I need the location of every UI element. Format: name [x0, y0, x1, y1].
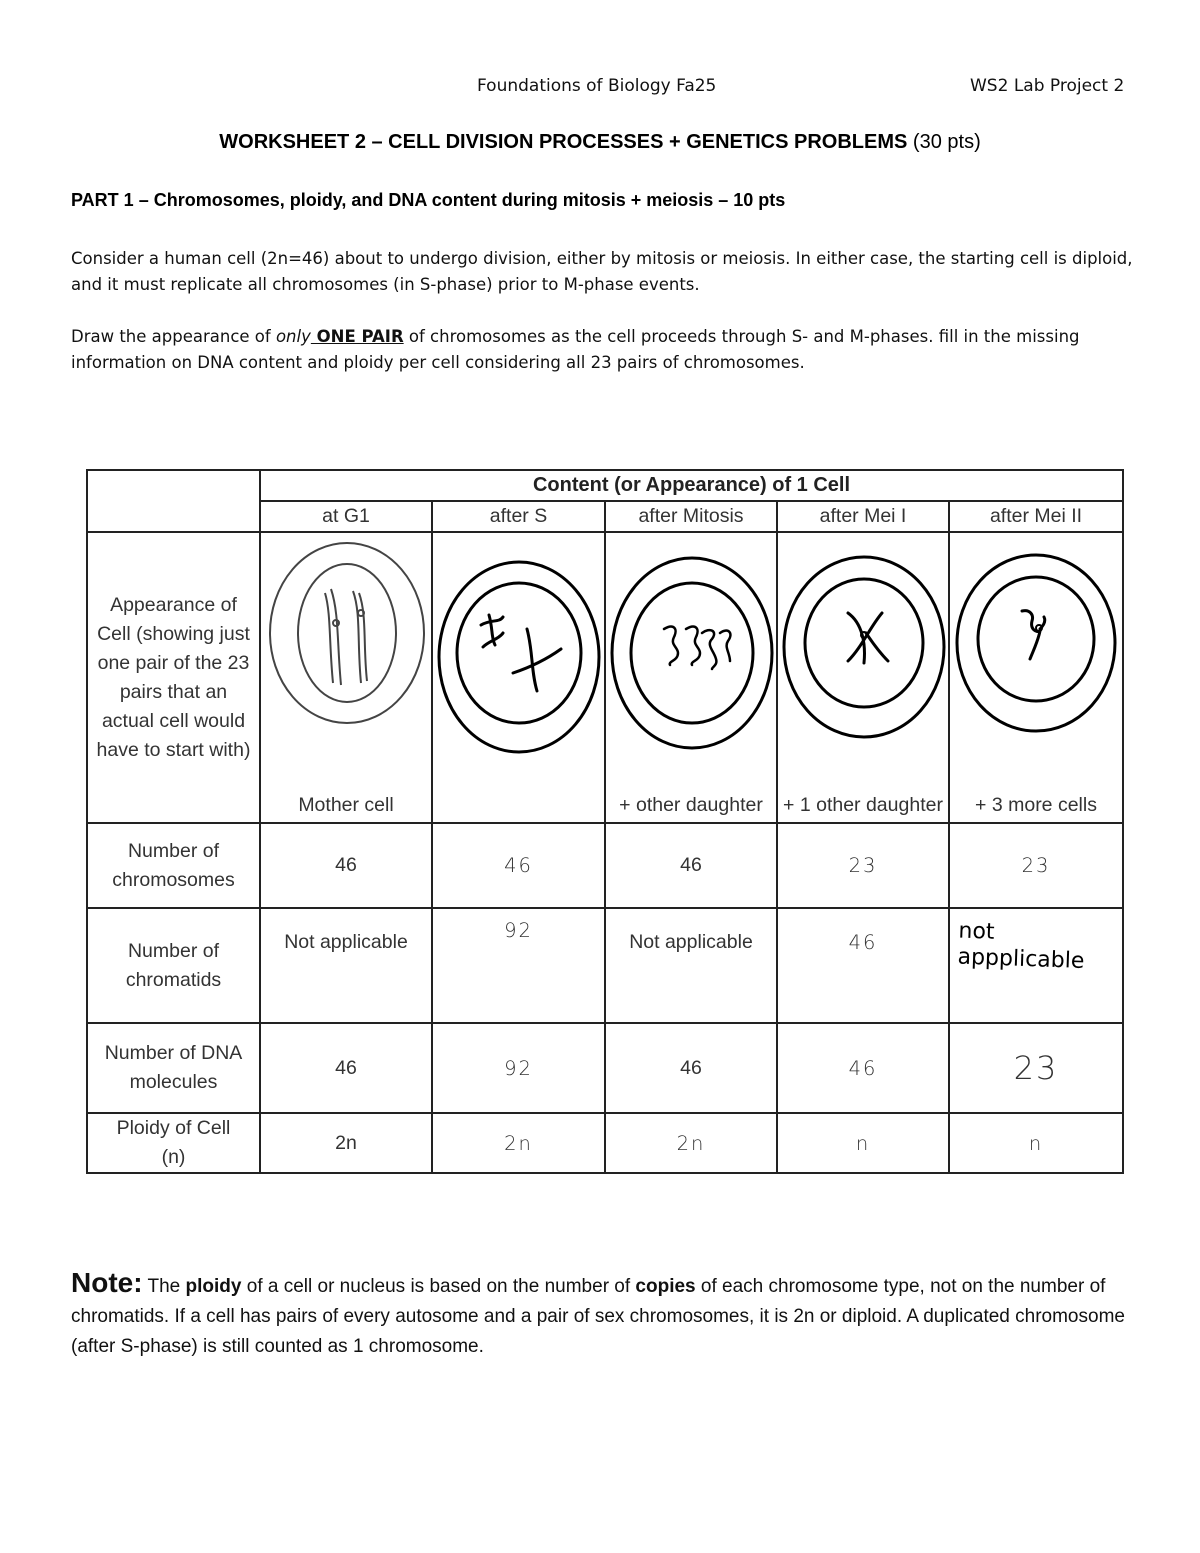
col-header-g1: at G1 [260, 501, 432, 532]
appearance-cell-after-mitosis [605, 532, 777, 823]
ploidy-after-mitosis: 2n [605, 1113, 777, 1173]
row-label-chromatids: Number of chromatids [87, 908, 260, 1023]
chromatids-after-mitosis: Not applicable [605, 908, 777, 1023]
cell-drawing-after-mei1 [778, 533, 950, 822]
ploidy-g1: 2n [260, 1113, 432, 1173]
note-ploidy: ploidy [185, 1276, 242, 1297]
title-points: (30 pts) [912, 131, 981, 153]
ploidy-after-mei1: n [777, 1113, 949, 1173]
para2-end: of chromosomes as the cell proceeds through S- and M-phases. fill in the missing information on DNA content and ploidy per cell considering all 23 pairs of chromosomes. [71, 327, 1080, 372]
caption-after-mei2: + 3 more cells [975, 794, 1097, 816]
appearance-cell-after-s [432, 532, 605, 823]
chromatids-g1: Not applicable [260, 908, 432, 1023]
note-label: Note: [71, 1267, 143, 1298]
appearance-cell-g1 [260, 532, 432, 823]
note-text-2: of a cell or nucleus is based on the number of [241, 1276, 636, 1297]
header-course: Foundations of Biology Fa25 [477, 76, 717, 96]
chromatids-after-mei1: 46 [777, 908, 949, 1023]
chromosomes-after-mitosis: 46 [605, 823, 777, 908]
chromosomes-after-mei2: 23 [949, 823, 1123, 908]
cell-drawing-after-s [433, 533, 606, 822]
chromosomes-after-mei1: 23 [777, 823, 949, 908]
appearance-cell-after-mei2 [949, 532, 1123, 823]
worksheet-title [0, 131, 1200, 154]
intro-paragraph-1: Consider a human cell (2n=46) about to undergo division, either by mitosis or meiosis. In either case, the starting cell is diploid, and it must replicate all chromosomes (in S-phase) prior to M-phase events. [71, 249, 1133, 294]
row-label-dna: Number of DNA molecules [87, 1023, 260, 1113]
row-label-appearance: Appearance of Cell (showing just one pair of the 23 pairs that an actual cell would have to start with) [87, 532, 260, 823]
row-label-ploidy: Ploidy of Cell (n) [87, 1113, 260, 1173]
col-header-after-mei2: after Mei II [949, 501, 1123, 532]
caption-after-mei1: + 1 other daughter [783, 794, 943, 816]
dna-after-s: 92 [432, 1023, 605, 1113]
part1-heading [71, 190, 785, 211]
dna-g1: 46 [260, 1023, 432, 1113]
note-text-3: of each chromosome type, not on the number of chromatids. If a cell has pairs of every autosome and a pair of sex chromosomes, it is 2n or diploid. A duplicated chromosome (after S-phase) is still counted as 1 chromosome. [71, 1276, 1125, 1357]
table-corner [87, 470, 260, 532]
chromosomes-g1: 46 [260, 823, 432, 908]
para2-start: Draw the appearance of [71, 327, 276, 346]
dna-after-mei1: 46 [777, 1023, 949, 1113]
caption-g1: Mother cell [298, 794, 394, 816]
para2-only: only [275, 327, 311, 346]
chromatids-after-s: 92 [432, 908, 605, 1023]
para2-one-pair: ONE PAIR [310, 327, 404, 346]
note-text-1: The [142, 1276, 186, 1297]
note-copies: copies [635, 1276, 696, 1297]
ploidy-after-s: 2n [432, 1113, 605, 1173]
note-paragraph [71, 1268, 1141, 1362]
appearance-cell-after-mei1 [777, 532, 949, 823]
col-header-after-mei1: after Mei I [777, 501, 949, 532]
dna-after-mei2: 23 [949, 1023, 1123, 1113]
chromatids-after-mei2: not appplicable [957, 918, 1085, 974]
cell-division-table [86, 469, 1124, 1174]
cell-drawing-after-mei2 [950, 533, 1124, 822]
title-main: WORKSHEET 2 – CELL DIVISION PROCESSES + GENETICS PROBLEMS [219, 131, 908, 153]
col-header-after-s: after S [432, 501, 605, 532]
caption-after-mitosis: + other daughter [619, 794, 763, 816]
chromosomes-after-s: 46 [432, 823, 605, 908]
row-label-chromosomes: Number of chromosomes [87, 823, 260, 908]
header-project: WS2 Lab Project 2 [970, 76, 1125, 96]
part1-lead: PART 1 [71, 190, 134, 210]
part1-text: – Chromosomes, ploidy, and DNA content during mitosis + meiosis – 10 pts [133, 190, 786, 210]
intro-paragraph-2 [71, 324, 1141, 376]
dna-after-mitosis: 46 [605, 1023, 777, 1113]
table-main-header: Content (or Appearance) of 1 Cell [260, 470, 1123, 501]
cell-drawing-g1 [261, 533, 433, 822]
col-header-after-mitosis: after Mitosis [605, 501, 777, 532]
cell-drawing-after-mitosis [606, 533, 778, 822]
ploidy-after-mei2: n [949, 1113, 1123, 1173]
chromatids-after-mei2-cell [949, 908, 1123, 1023]
